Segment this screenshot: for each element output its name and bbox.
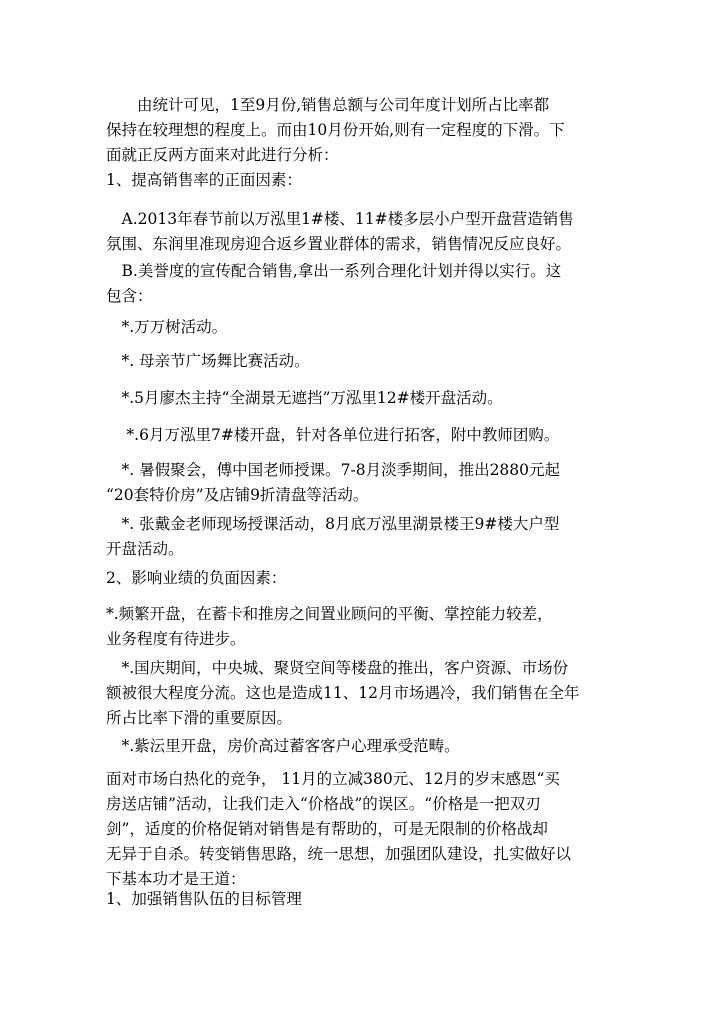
- text-line: *.紫沄里开盘，房价高过蓄客客户心理承受范畴。: [106, 737, 460, 755]
- heading-target-management: [106, 887, 626, 912]
- heading-positive-factors: [106, 168, 626, 193]
- bullet-item: [106, 656, 626, 731]
- text-line: 1、提高销售率的正面因素：: [106, 171, 302, 189]
- text-line: 由统计可见，1至9月份,销售总额与公司年度计划所占比率都: [106, 96, 550, 114]
- text-line: 氛围、东润里准现房迎合返乡置业群体的需求，销售情况反应良好。: [106, 235, 572, 253]
- text-line: *.6月万泓里7#楼开盘，针对各单位进行拓客，附中教师团购。: [106, 426, 560, 444]
- text-line: *. 母亲节广场舞比赛活动。: [106, 352, 310, 370]
- paragraph-item-b: [106, 259, 626, 309]
- text-line: 2、影响业绩的负面因素：: [106, 569, 287, 587]
- text-line: *.国庆期间，中央城、聚贤空间等楼盘的推出，客户资源、市场份: [106, 659, 569, 677]
- text-line: 房送店铺”活动，让我们走入“价格战”的误区。“价格是一把双刃: [106, 795, 541, 813]
- text-line: 无异于自杀。转变销售思路，统一思想，加强团队建设，扎实做好以: [106, 845, 572, 863]
- bullet-item: [106, 423, 626, 448]
- paragraph-item-a: [106, 207, 626, 257]
- text-line: 剑”，适度的价格促销对销售是有帮助的，可是无限制的价格战却: [106, 820, 548, 838]
- bullet-item: [106, 315, 626, 340]
- bullet-item: [106, 349, 626, 374]
- text-line: *.频繁开盘，在蓄卡和推房之间置业顾问的平衡、掌控能力较差，: [106, 605, 553, 623]
- text-line: 1、加强销售队伍的目标管理: [106, 890, 302, 908]
- text-line: *. 张戴金老师现场授课活动，8月底万泓里湖景楼王9#楼大户型: [106, 515, 560, 533]
- paragraph-intro: [106, 93, 626, 168]
- bullet-item: [106, 458, 626, 508]
- text-line: “20套特价房”及店铺9折清盘等活动。: [106, 486, 369, 504]
- heading-negative-factors: [106, 566, 626, 591]
- text-line: *.万万树活动。: [106, 318, 228, 336]
- text-line: *. 暑假聚会，傅中国老师授课。7-8月淡季期间，推出2880元起: [106, 461, 561, 479]
- text-line: 包含：: [106, 287, 153, 305]
- text-line: B.美誉度的宣传配合销售,拿出一系列合理化计划并得以实行。这: [106, 262, 562, 280]
- text-line: *.5月廖杰主持“全湖景无遮挡”万泓里12#楼开盘活动。: [106, 389, 503, 407]
- text-line: 面对市场白热化的竞争， 11月的立减380元、12月的岁末感恩“买: [106, 770, 560, 788]
- text-line: 保持在较理想的程度上。而由10月份开始,则有一定程度的下滑。下: [106, 121, 565, 139]
- text-line: 下基本功才是王道：: [106, 870, 246, 888]
- bullet-item: [106, 602, 626, 652]
- text-line: 业务程度有待进步。: [106, 630, 246, 648]
- text-line: 所占比率下滑的重要原因。: [106, 709, 293, 727]
- text-line: A.2013年春节前以万泓里1#楼、11#楼多层小户型开盘营造销售: [106, 210, 574, 228]
- text-line: 面就正反两方面来对此进行分析：: [106, 146, 339, 164]
- bullet-item: [106, 734, 626, 759]
- paragraph-competition: [106, 767, 626, 892]
- text-line: 额被很大程度分流。这也是造成11、12月市场遇冷，我们销售在全年: [106, 684, 580, 702]
- bullet-item: [106, 512, 626, 562]
- bullet-item: [106, 386, 626, 411]
- text-line: 开盘活动。: [106, 540, 184, 558]
